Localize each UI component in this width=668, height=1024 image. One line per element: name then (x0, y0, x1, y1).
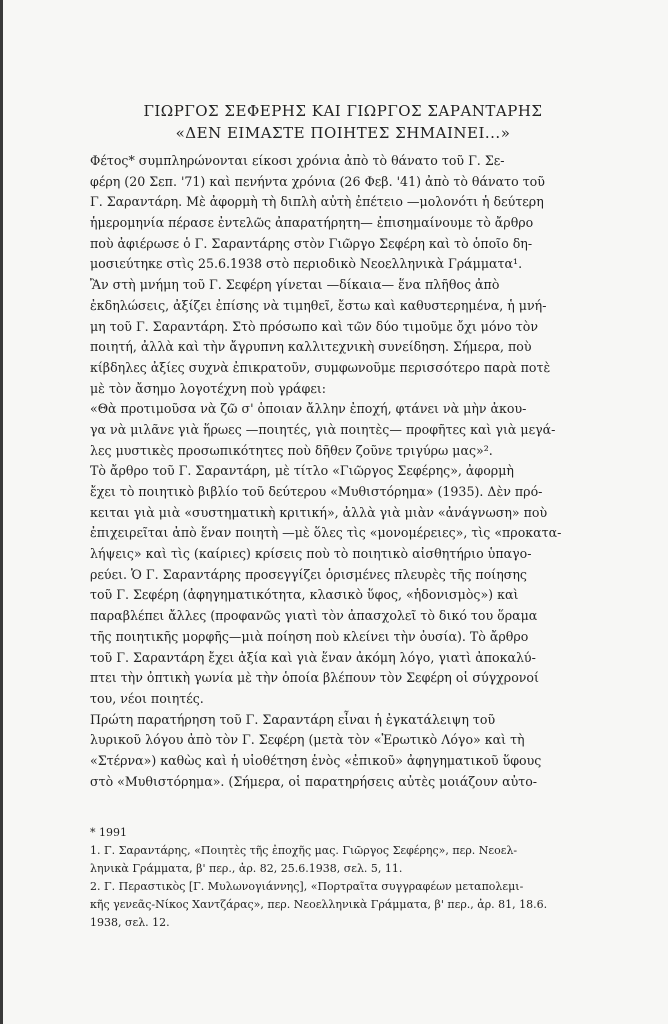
body-text-line: Τὸ ἄρθρο τοῦ Γ. Σαραντάρη, μὲ τίτλο «Γιῶργος Σεφέρης», ἀφορμὴ (90, 463, 514, 479)
body-text-line: ποὺ ἀφιέρωσε ὁ Γ. Σαραντάρης στὸν Γιῶργο Σεφέρη καὶ τὸ ὁποῖο δη- (90, 235, 533, 251)
body-text-line: ἐκδηλώσεις, ἀξίζει ἐπίσης νὰ τιμηθεῖ, ἔστω καὶ καθυστερημένα, ἡ μνή- (90, 297, 547, 313)
footnote-line: 2. Γ. Περαστικὸς [Γ. Μυλωνογιάννης], «Πορτραῖτα συγγραφέων μεταπολεμι- (90, 880, 524, 893)
body-text-line: μοσιεύτηκε στὶς 25.6.1938 στὸ περιοδικὸ Νεοελληνικὰ Γράμματα¹. (90, 256, 523, 272)
body-text-line: τοῦ Γ. Σεφέρη (ἀφηγηματικότητα, κλασικὸ ὕφος, «ἡδονισμὸς») καὶ (90, 587, 519, 603)
body-text-line: ἐπιχειρεῖται ἀπὸ ἕναν ποιητὴ —μὲ ὅλες τὶς «μονομέρειες», τὶς «προκατα- (90, 525, 562, 541)
body-text-line: ρεύει. Ὁ Γ. Σαραντάρης προσεγγίζει ὁρισμένες πλευρὲς τῆς ποίησης (90, 566, 527, 582)
body-text-line: Γ. Σαραντάρη. Μὲ ἀφορμὴ τὴ διπλὴ αὐτὴ ἐπέτειο —μολονότι ἡ δεύτερη (90, 194, 544, 210)
body-text-line: Φέτος* συμπληρώνονται είκοσι χρόνια ἀπὸ τὸ θάνατο τοῦ Γ. Σε- (90, 153, 505, 168)
title-line-1: ΓΙΩΡΓΟΣ ΣΕΦΕΡΗΣ ΚΑΙ ΓΙΩΡΓΟΣ ΣΑΡΑΝΤΑΡΗΣ (143, 102, 543, 120)
body-text-line: «Στέρνα») καθὼς καὶ ἡ υἱοθέτηση ἑνὸς «ἐπικοῦ» ἀφηγηματικοῦ ὕφους (90, 752, 542, 768)
body-text-line: παραβλέπει ἄλλες (προφανῶς γιατὶ τὸν ἀπασχολεῖ τὸ δικό του ὅραμα (90, 608, 538, 624)
footnote-line: * 1991 (90, 826, 127, 839)
body-text-line: λήψεις» καὶ τὶς (καίριες) κρίσεις ποὺ τὸ ποιητικὸ αἰσθητήριο ὑπαγο- (90, 546, 532, 562)
body-text-line: μη τοῦ Γ. Σαραντάρη. Στὸ πρόσωπο καὶ τῶν δύο τιμοῦμε ὄχι μόνο τὸν (90, 318, 538, 334)
footnote-line: κῆς γενεᾶς-Νίκος Χαντζάρας», περ. Νεοελληνικὰ Γράμματα, β' περ., ἀρ. 81, 18.6. (90, 898, 548, 911)
body-text-line: στὸ «Μυθιστόρημα». (Σήμερα, οἱ παρατηρήσεις αὐτὲς μοιάζουν αὐτο- (90, 773, 538, 789)
footnote-line: ληνικὰ Γράμματα, β' περ., ἀρ. 82, 25.6.1938, σελ. 5, 11. (90, 862, 403, 875)
body-text-line: ἔχει τὸ ποιητικὸ βιβλίο τοῦ δεύτερου «Μυθιστόρημα» (1935). Δὲν πρό- (90, 484, 543, 499)
body-text-line: τοῦ Γ. Σαραντάρη ἔχει ἀξία καὶ γιὰ ἕναν ἀκόμη λόγο, γιατὶ ἀποκαλύ- (90, 649, 536, 665)
body-text-line: μὲ τὸν ἄσημο λογοτέχνη ποὺ γράφει: (90, 380, 327, 396)
article-title (63, 100, 623, 144)
body-text-line: Ἂν στὴ μνήμη τοῦ Γ. Σεφέρη γίνεται —δίκαια— ἕνα πλῆθος ἀπὸ (90, 277, 500, 293)
body-text-line: «Θὰ προτιμοῦσα νὰ ζῶ σ' ὁποιαν ἄλλην ἐποχή, φτάνει νὰ μὴν ἀκου- (90, 401, 527, 417)
body-text-line: του, νέοι ποιητές. (90, 690, 204, 706)
body-text-line: ποιητή, ἀλλὰ καὶ τὴν ἄγρυπνη καλλιτεχνικὴ συνείδηση. Σήμερα, ποὺ (90, 339, 532, 355)
body-text-line: Πρώτη παρατήρηση τοῦ Γ. Σαραντάρη εἶναι ἡ ἐγκατάλειψη τοῦ (90, 711, 496, 727)
footnote-line: 1938, σελ. 12. (90, 916, 170, 929)
body-text-line: λυρικοῦ λόγου ἀπὸ τὸν Γ. Σεφέρη (μετὰ τὸν «Ἐρωτικὸ Λόγο» καὶ τὴ (90, 732, 525, 748)
body-text-line: ἡμερομηνία πέρασε ἐντελῶς ἀπαρατήρητη— ἐπισημαίνουμε τὸ ἄρθρο (90, 215, 534, 231)
body-text-line: πτει τὴν ὀπτικὴ γωνία μὲ τὴν ὁποία βλέπουν τὸν Σεφέρη οἱ σύγχρονοί (90, 670, 539, 686)
article-body (90, 151, 615, 792)
body-text-line: κίβδηλες ἀξίες συχνὰ ἐπικρατοῦν, συμφωνοῦμε περισσότερο παρὰ ποτὲ (90, 359, 551, 375)
body-text-line: γα νὰ μιλᾶνε γιὰ ἥρωες —ποιητές, γιὰ ποιητὲς— προφῆτες καὶ γιὰ μεγά- (90, 421, 556, 437)
title-line-2: «ΔΕΝ ΕΙΜΑΣΤΕ ΠΟΙΗΤΕΣ ΣΗΜΑΙΝΕΙ...» (175, 124, 511, 142)
footnote-line: 1. Γ. Σαραντάρης, «Ποιητὲς τῆς ἐποχῆς μας. Γιῶργος Σεφέρης», περ. Νεοελ- (90, 844, 518, 857)
body-text-line: κειται γιὰ μιὰ «συστηματικὴ κριτική», ἀλλὰ γιὰ μιὰν «ἀνάγνωση» ποὺ (90, 504, 548, 520)
body-text-line: τῆς ποιητικῆς μορφῆς—μιὰ ποίηση ποὺ κλείνει τὴν ὀυσία). Τὸ ἄρθρο (90, 628, 529, 644)
body-text-line: λες μυστικὲς προσωπικότητες ποὺ δῆθεν ζοῦνε τριγύρω μας»². (90, 442, 493, 458)
body-text-line: φέρη (20 Σεπ. '71) καὶ πενήντα χρόνια (26 Φεβ. '41) ἀπὸ τὸ θάνατο τοῦ (90, 173, 545, 189)
footnotes (90, 824, 615, 932)
